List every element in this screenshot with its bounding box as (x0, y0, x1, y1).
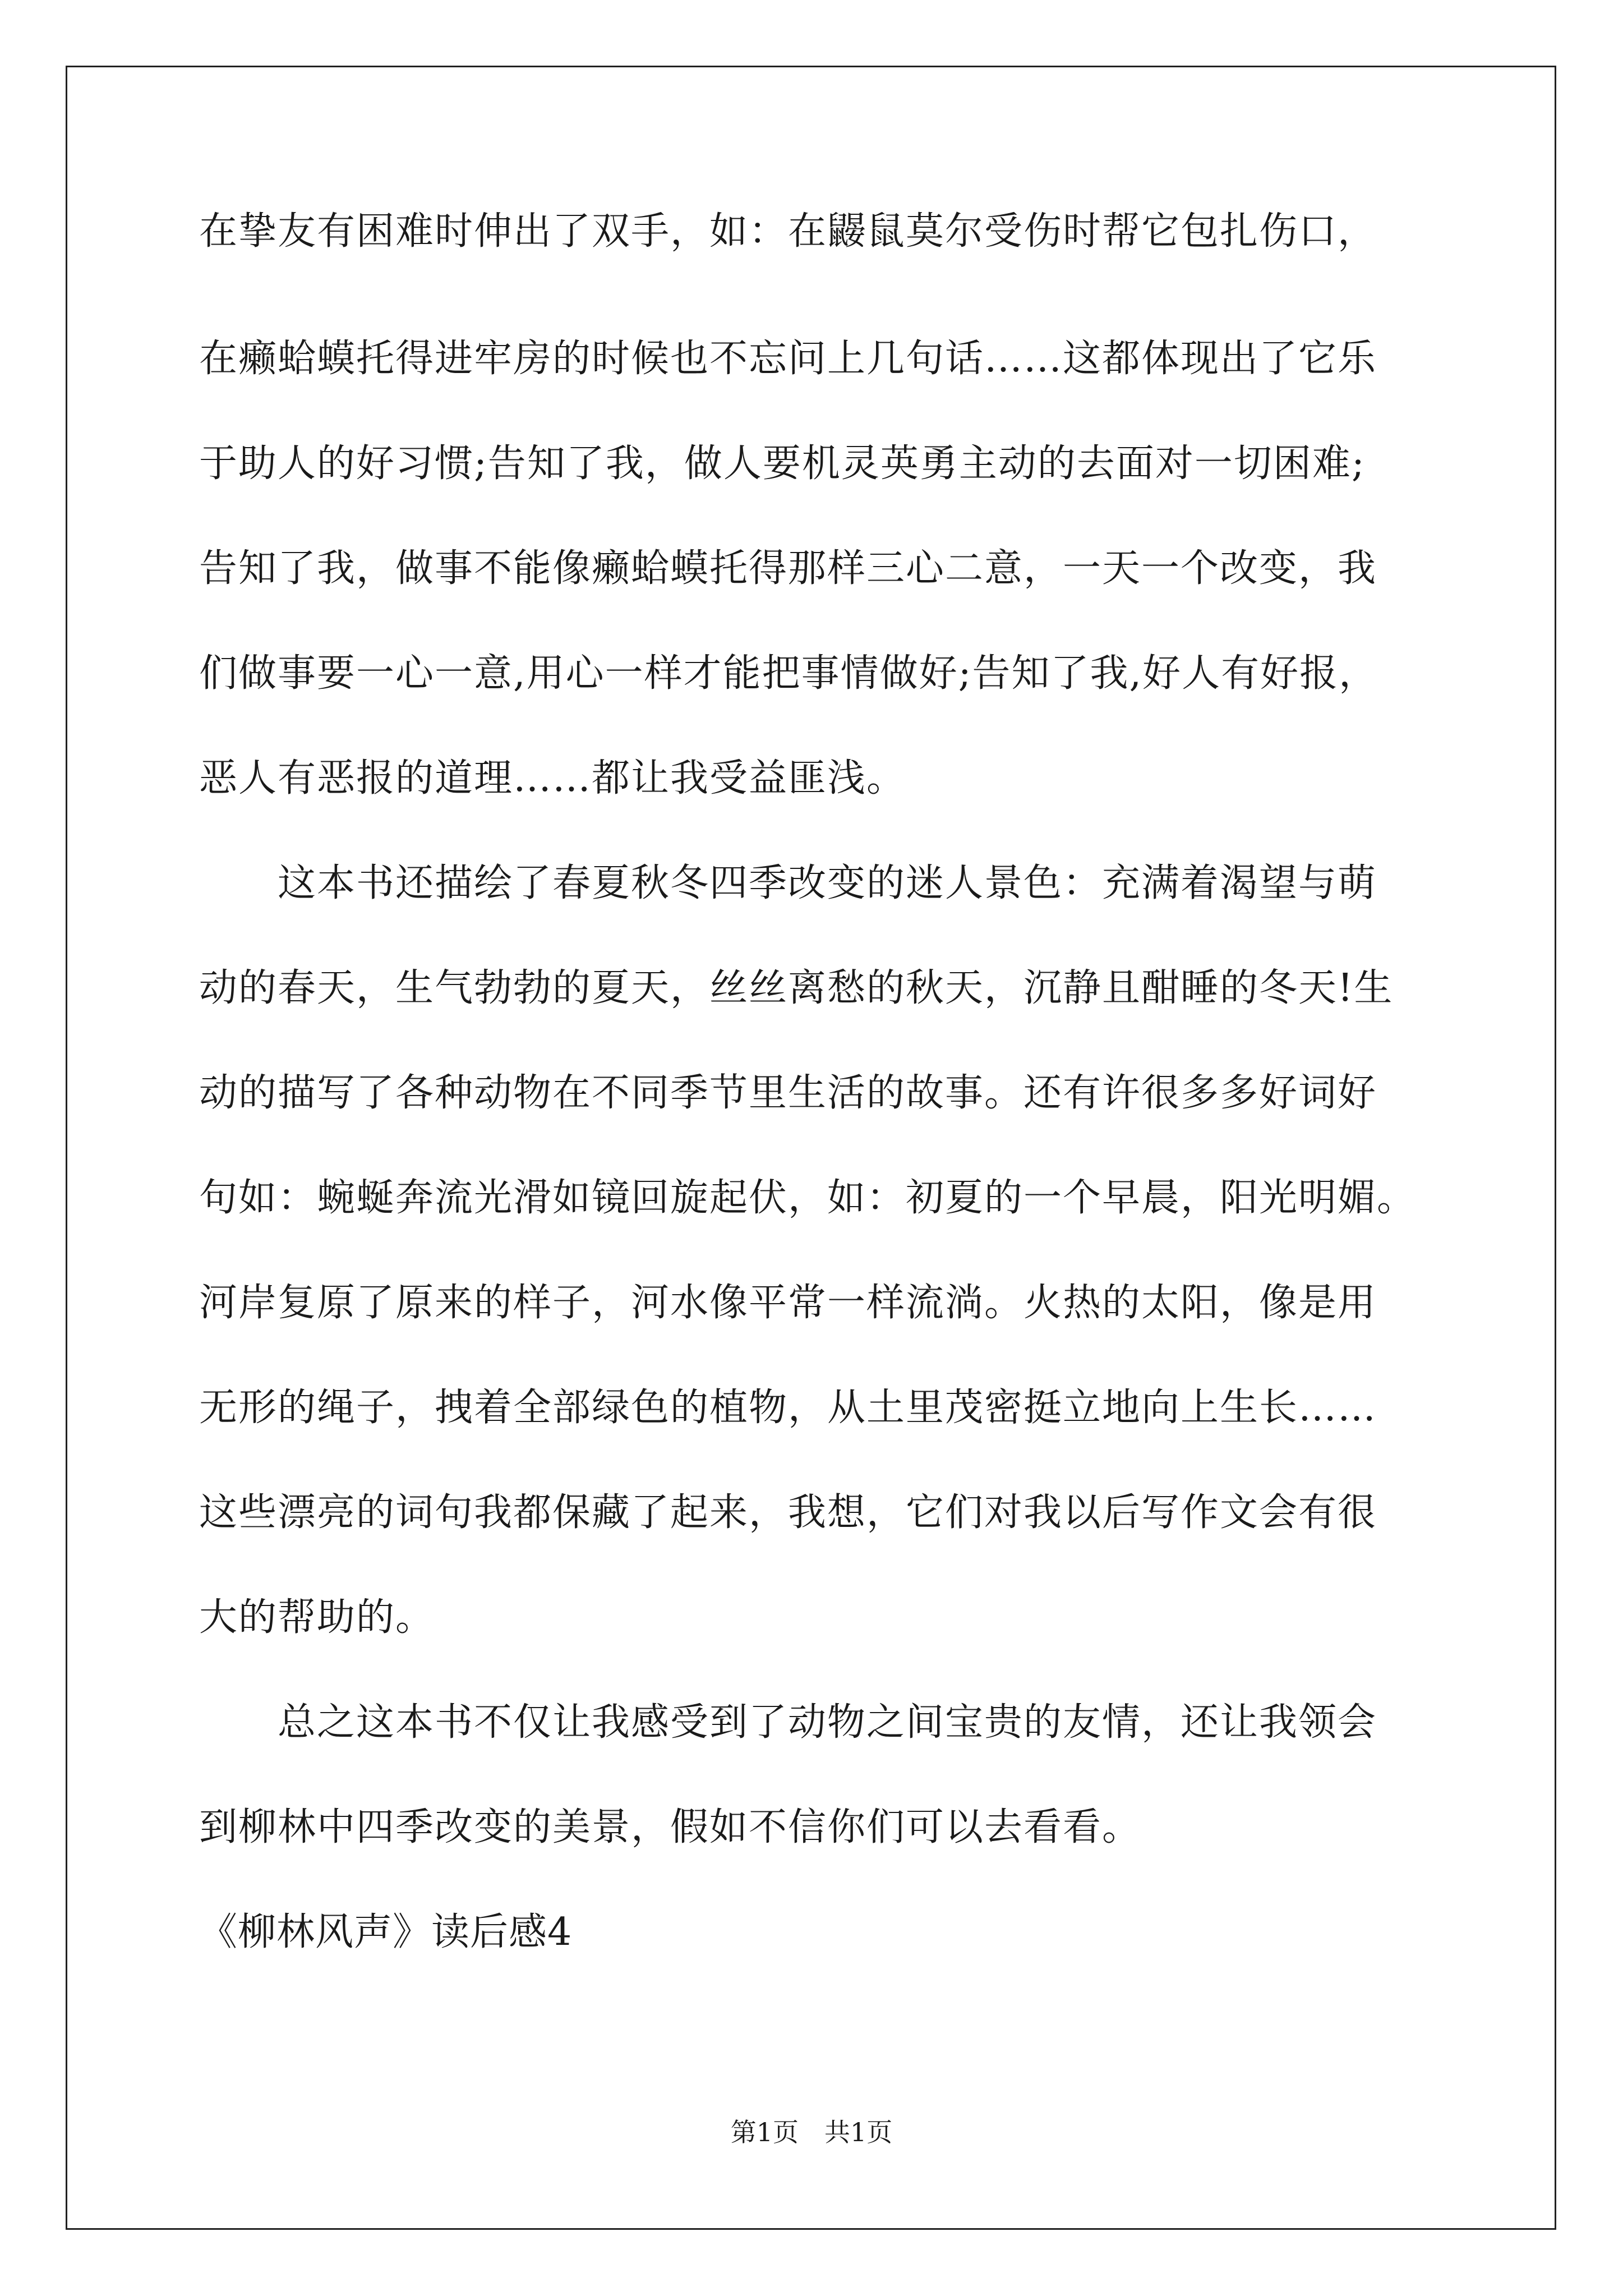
body-line: 动的描写了各种动物在不同季节里生活的故事。还有许很多多好词好 (199, 1071, 1377, 1115)
body-line: 大的帮助的。 (199, 1595, 435, 1640)
body-line: 到柳林中四季改变的美景，假如不信你们可以去看看。 (199, 1805, 1142, 1849)
page-footer: 第1页 共1页 (730, 2117, 893, 2147)
body-line: 们做事要一心一意,用心一样才能把事情做好;告知了我,好人有好报， (199, 651, 1378, 696)
body-line: 总之这本书不仅让我感受到了动物之间宝贵的友情，还让我领会 (199, 1700, 1377, 1745)
body-line: 于助人的好习惯;告知了我，做人要机灵英勇主动的去面对一切困难; (199, 441, 1366, 486)
body-line: 河岸复原了原来的样子，河水像平常一样流淌。火热的太阳，像是用 (199, 1281, 1377, 1325)
body-line: 无形的绳子，拽着全部绿色的植物，从土里茂密挺立地向上生长…… (199, 1386, 1377, 1430)
section-heading: 《柳林风声》读后感4 (199, 1910, 573, 1954)
body-line: 告知了我，做事不能像癞蛤蟆托得那样三心二意，一天一个改变，我 (199, 546, 1377, 591)
body-line: 恶人有恶报的道理……都让我受益匪浅。 (199, 756, 906, 800)
body-line: 在挚友有困难时伸出了双手，如：在鼹鼠莫尔受伤时帮它包扎伤口， (199, 209, 1377, 254)
body-line: 这本书还描绘了春夏秋冬四季改变的迷人景色：充满着渴望与萌 (199, 861, 1377, 905)
body-line: 在癞蛤蟆托得进牢房的时候也不忘问上几句话……这都体现出了它乐 (199, 337, 1377, 381)
body-line: 句如：蜿蜒奔流光滑如镜回旋起伏，如：初夏的一个早晨，阳光明媚。 (199, 1176, 1417, 1220)
body-line: 这些漂亮的词句我都保藏了起来，我想，它们对我以后写作文会有很 (199, 1490, 1377, 1535)
body-line: 动的春天，生气勃勃的夏天，丝丝离愁的秋天，沉静且酣睡的冬天!生 (199, 966, 1394, 1010)
